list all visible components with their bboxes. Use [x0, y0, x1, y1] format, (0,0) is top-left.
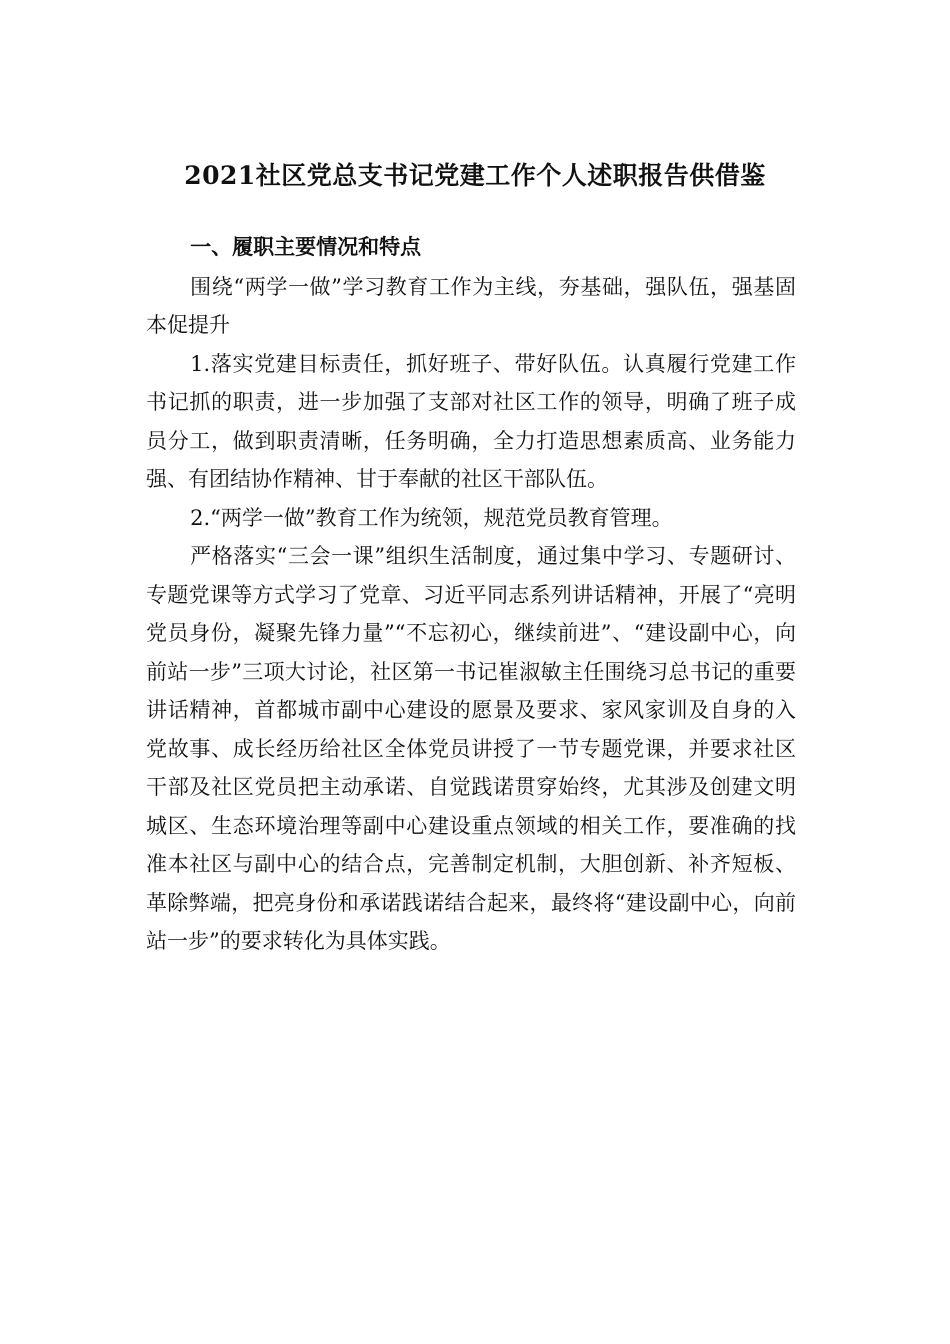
- paragraph-detail: 严格落实“三会一课”组织生活制度，通过集中学习、专题研讨、专题党课等方式学习了党章、习近平同志系列讲话精神，开展了“亮明党员身份，凝聚先锋力量”“不忘初心，继续前进”、“建设副中心，向前站一步”三项大讨论，社区第一书记崔淑敏主任围绕习总书记的重要讲话精神，首都城市副中心建设的愿景及要求、家风家训及自身的入党故事、成长经历给社区全体党员讲授了一节专题党课，并要求社区干部及社区党员把主动承诺、自觉践诺贯穿始终，尤其涉及创建文明城区、生态环境治理等副中心建设重点领域的相关工作，要准确的找准本社区与副中心的结合点，完善制定机制，大胆创新、补齐短板、革除弊端，把亮身份和承诺践诺结合起来，最终将“建设副中心，向前站一步”的要求转化为具体实践。: [146, 544, 796, 953]
- paragraph-item-1: 1.落实党建目标责任，抓好班子、带好队伍。认真履行党建工作书记抓的职责，进一步加强了支部对社区工作的领导，明确了班子成员分工，做到职责清晰，任务明确，全力打造思想素质高、业务能力强、有团结协作精神、甘于奉献的社区干部队伍。: [146, 351, 796, 491]
- document-body: [146, 228, 796, 961]
- paragraph-item-2: 2.“两学一做”教育工作为统领，规范党员教育管理。: [190, 505, 673, 530]
- paragraph-intro: 围绕“两学一做”学习教育工作为主线，夯基础，强队伍，强基固本促提升: [146, 274, 796, 337]
- document-title: 2021社区党总支书记党建工作个人述职报告供借鉴: [184, 161, 766, 190]
- section-heading: 一、履职主要情况和特点: [190, 234, 422, 259]
